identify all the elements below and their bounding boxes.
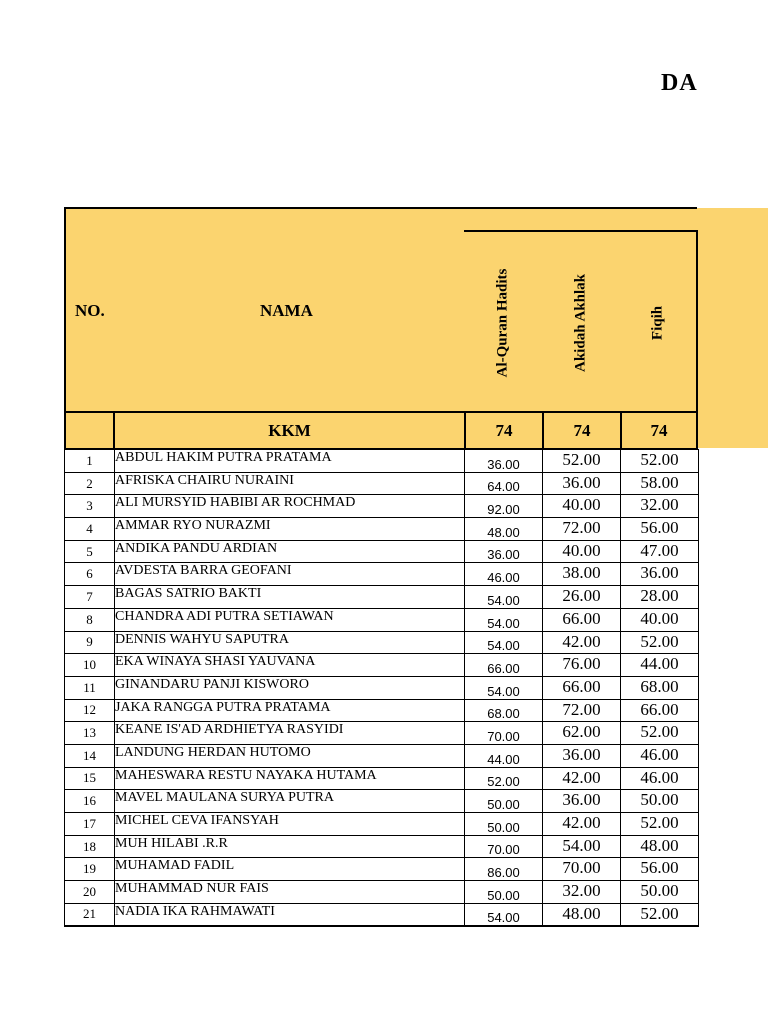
kkm-value-akidah-akhlak: 74 xyxy=(544,413,622,449)
table-row xyxy=(65,450,699,473)
score-akidah-akhlak: 42.00 xyxy=(543,813,621,836)
row-number: 17 xyxy=(65,813,115,836)
score-fiqih: 48.00 xyxy=(621,835,699,858)
student-name: MICHEL CEVA IFANSYAH xyxy=(115,813,465,836)
score-quran-hadits: 66.00 xyxy=(465,654,543,677)
student-name: DENNIS WAHYU SAPUTRA xyxy=(115,631,465,654)
score-akidah-akhlak: 42.00 xyxy=(543,631,621,654)
score-quran-hadits: 54.00 xyxy=(465,903,543,926)
header-no-cell xyxy=(64,207,115,413)
table-row xyxy=(65,813,699,836)
score-quran-hadits: 54.00 xyxy=(465,608,543,631)
score-quran-hadits: 48.00 xyxy=(465,518,543,541)
score-quran-hadits: 70.00 xyxy=(465,835,543,858)
score-quran-hadits: 50.00 xyxy=(465,881,543,904)
student-name: EKA WINAYA SHASI YAUVANA xyxy=(115,654,465,677)
score-quran-hadits: 86.00 xyxy=(465,858,543,881)
header-subject-group xyxy=(464,207,697,232)
table-row xyxy=(65,631,699,654)
subject-label-akidah-akhlak: Akidah Akhlak xyxy=(572,273,589,372)
page-title: DA xyxy=(661,70,698,96)
student-name: AVDESTA BARRA GEOFANI xyxy=(115,563,465,586)
student-name: AFRISKA CHAIRU NURAINI xyxy=(115,472,465,495)
score-fiqih: 36.00 xyxy=(621,563,699,586)
score-quran-hadits: 46.00 xyxy=(465,563,543,586)
row-number: 21 xyxy=(65,903,115,926)
student-name: JAKA RANGGA PUTRA PRATAMA xyxy=(115,699,465,722)
score-akidah-akhlak: 76.00 xyxy=(543,654,621,677)
student-name: ABDUL HAKIM PUTRA PRATAMA xyxy=(115,450,465,473)
score-fiqih: 58.00 xyxy=(621,472,699,495)
table-row xyxy=(65,495,699,518)
score-fiqih: 40.00 xyxy=(621,608,699,631)
table-row xyxy=(65,654,699,677)
score-fiqih: 56.00 xyxy=(621,518,699,541)
score-akidah-akhlak: 62.00 xyxy=(543,722,621,745)
score-fiqih: 52.00 xyxy=(621,903,699,926)
student-name: ANDIKA PANDU ARDIAN xyxy=(115,540,465,563)
score-akidah-akhlak: 48.00 xyxy=(543,903,621,926)
student-name: CHANDRA ADI PUTRA SETIAWAN xyxy=(115,608,465,631)
score-fiqih: 68.00 xyxy=(621,676,699,699)
row-number: 1 xyxy=(65,450,115,473)
table-row xyxy=(65,472,699,495)
table-row xyxy=(65,881,699,904)
score-akidah-akhlak: 54.00 xyxy=(543,835,621,858)
score-akidah-akhlak: 36.00 xyxy=(543,472,621,495)
header-nama-label: NAMA xyxy=(260,301,313,320)
score-akidah-akhlak: 32.00 xyxy=(543,881,621,904)
row-number: 15 xyxy=(65,767,115,790)
row-number: 16 xyxy=(65,790,115,813)
table-row xyxy=(65,858,699,881)
student-name: AMMAR RYO NURAZMI xyxy=(115,518,465,541)
row-number: 2 xyxy=(65,472,115,495)
row-number: 9 xyxy=(65,631,115,654)
score-quran-hadits: 54.00 xyxy=(465,676,543,699)
score-fiqih: 52.00 xyxy=(621,450,699,473)
table-row xyxy=(65,676,699,699)
student-name: MAHESWARA RESTU NAYAKA HUTAMA xyxy=(115,767,465,790)
score-quran-hadits: 50.00 xyxy=(465,813,543,836)
table-row xyxy=(65,903,699,926)
table-row xyxy=(65,744,699,767)
student-name: MUH HILABI .R.R xyxy=(115,835,465,858)
score-fiqih: 50.00 xyxy=(621,790,699,813)
row-number: 18 xyxy=(65,835,115,858)
score-fiqih: 44.00 xyxy=(621,654,699,677)
student-name: ALI MURSYID HABIBI AR ROCHMAD xyxy=(115,495,465,518)
score-quran-hadits: 92.00 xyxy=(465,495,543,518)
score-quran-hadits: 64.00 xyxy=(465,472,543,495)
row-number: 13 xyxy=(65,722,115,745)
subject-label-quran-hadits: Al-Quran Hadits xyxy=(494,268,511,377)
kkm-row xyxy=(64,411,698,449)
score-akidah-akhlak: 42.00 xyxy=(543,767,621,790)
table-row xyxy=(65,790,699,813)
score-quran-hadits: 44.00 xyxy=(465,744,543,767)
student-name: LANDUNG HERDAN HUTOMO xyxy=(115,744,465,767)
student-name: BAGAS SATRIO BAKTI xyxy=(115,586,465,609)
table-row xyxy=(65,699,699,722)
score-quran-hadits: 70.00 xyxy=(465,722,543,745)
table-row xyxy=(65,608,699,631)
student-name: MAVEL MAULANA SURYA PUTRA xyxy=(115,790,465,813)
grades-table-body xyxy=(65,450,699,926)
kkm-value-quran-hadits: 74 xyxy=(466,413,544,449)
row-number: 10 xyxy=(65,654,115,677)
score-fiqih: 52.00 xyxy=(621,813,699,836)
table-row xyxy=(65,540,699,563)
score-akidah-akhlak: 72.00 xyxy=(543,699,621,722)
row-number: 4 xyxy=(65,518,115,541)
row-number: 12 xyxy=(65,699,115,722)
score-akidah-akhlak: 36.00 xyxy=(543,790,621,813)
student-name: KEANE IS'AD ARDHIETYA RASYIDI xyxy=(115,722,465,745)
score-akidah-akhlak: 66.00 xyxy=(543,608,621,631)
score-fiqih: 28.00 xyxy=(621,586,699,609)
header-subject-akidah-akhlak xyxy=(542,230,622,413)
score-fiqih: 66.00 xyxy=(621,699,699,722)
table-row xyxy=(65,835,699,858)
score-akidah-akhlak: 70.00 xyxy=(543,858,621,881)
student-name: MUHAMMAD NUR FAIS xyxy=(115,881,465,904)
header-subject-fiqih xyxy=(620,230,698,413)
score-akidah-akhlak: 66.00 xyxy=(543,676,621,699)
header-subject-quran-hadits xyxy=(464,230,544,413)
table-row xyxy=(65,563,699,586)
score-akidah-akhlak: 40.00 xyxy=(543,540,621,563)
score-akidah-akhlak: 26.00 xyxy=(543,586,621,609)
score-fiqih: 46.00 xyxy=(621,767,699,790)
kkm-value-fiqih: 74 xyxy=(622,413,698,449)
score-quran-hadits: 54.00 xyxy=(465,586,543,609)
score-fiqih: 32.00 xyxy=(621,495,699,518)
score-fiqih: 50.00 xyxy=(621,881,699,904)
score-quran-hadits: 36.00 xyxy=(465,540,543,563)
kkm-label: KKM xyxy=(115,413,466,449)
row-number: 8 xyxy=(65,608,115,631)
table-row xyxy=(65,722,699,745)
row-number: 7 xyxy=(65,586,115,609)
subject-label-fiqih: Fiqih xyxy=(649,305,666,340)
row-number: 11 xyxy=(65,676,115,699)
table-row xyxy=(65,586,699,609)
score-akidah-akhlak: 38.00 xyxy=(543,563,621,586)
score-quran-hadits: 54.00 xyxy=(465,631,543,654)
score-fiqih: 46.00 xyxy=(621,744,699,767)
score-akidah-akhlak: 72.00 xyxy=(543,518,621,541)
header-nama-cell xyxy=(113,207,466,413)
score-akidah-akhlak: 52.00 xyxy=(543,450,621,473)
student-name: MUHAMAD FADIL xyxy=(115,858,465,881)
student-name: GINANDARU PANJI KISWORO xyxy=(115,676,465,699)
header-no-label: NO. xyxy=(75,301,105,320)
student-name: NADIA IKA RAHMAWATI xyxy=(115,903,465,926)
score-quran-hadits: 36.00 xyxy=(465,450,543,473)
row-number: 5 xyxy=(65,540,115,563)
row-number: 14 xyxy=(65,744,115,767)
score-akidah-akhlak: 36.00 xyxy=(543,744,621,767)
score-fiqih: 52.00 xyxy=(621,631,699,654)
score-fiqih: 52.00 xyxy=(621,722,699,745)
kkm-empty-cell xyxy=(66,413,115,449)
header-fill-band xyxy=(697,208,768,448)
score-quran-hadits: 52.00 xyxy=(465,767,543,790)
score-quran-hadits: 50.00 xyxy=(465,790,543,813)
score-fiqih: 56.00 xyxy=(621,858,699,881)
row-number: 19 xyxy=(65,858,115,881)
grades-table xyxy=(64,449,699,927)
row-number: 20 xyxy=(65,881,115,904)
row-number: 3 xyxy=(65,495,115,518)
table-row xyxy=(65,518,699,541)
table-row xyxy=(65,767,699,790)
score-quran-hadits: 68.00 xyxy=(465,699,543,722)
score-akidah-akhlak: 40.00 xyxy=(543,495,621,518)
score-fiqih: 47.00 xyxy=(621,540,699,563)
row-number: 6 xyxy=(65,563,115,586)
